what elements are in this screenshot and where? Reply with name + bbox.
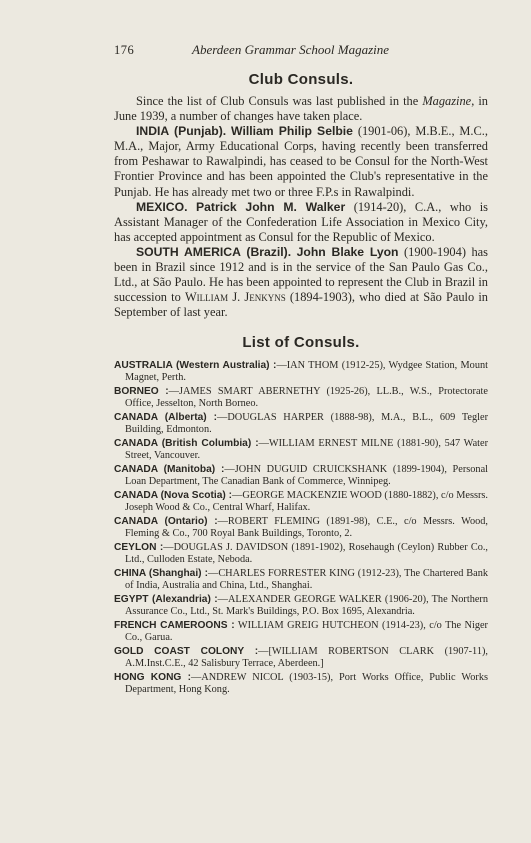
consul-region: CANADA (Ontario) : [114, 516, 218, 528]
consul-entry-text: —WILLIAM ERNEST MILNE (1881-90), 547 Water Street, Vancouver. [125, 438, 488, 461]
list-item [114, 412, 488, 435]
consul-details: (1894-1903), who died at São Paulo in September of last year. [114, 290, 488, 320]
consul-region: EGYPT (Alexandria) : [114, 594, 218, 606]
consul-region: CEYLON : [114, 542, 164, 554]
consul-entry-text: —ANDREW NICOL (1903-15), Port Works Office, Public Works Department, Hong Kong. [125, 672, 488, 695]
intro-paragraph [114, 94, 488, 124]
list-item [114, 620, 488, 643]
consul-name: Patrick John M. Walker [195, 199, 346, 214]
consul-details: (1901-06), M.B.E., M.C., M.A., Major, Army Educational Corps, having recently been transferred from Peshawar to Rawalpindi, has ceased to be Consul for the North-West Frontier Province and has been appointed the Club's representative in the Punjab. He has already met two or three F.P.s in Rawalpindi. [114, 124, 488, 199]
list-item [114, 542, 488, 565]
consul-entry-text: WILLIAM GREIG HUTCHEON (1914-23), c/o The Niger Co., Garua. [125, 620, 488, 643]
consul-entry-text: —ROBERT FLEMING (1891-98), C.E., c/o Messrs. Wood, Fleming & Co., 700 Royal Bank Buildings, Toronto, 2. [125, 516, 489, 539]
consul-region: CHINA (Shanghai) : [114, 568, 209, 580]
list-item [114, 516, 488, 539]
consul-details: J. [228, 290, 245, 305]
consul-entry-text: —ALEXANDER GEORGE WALKER (1906-20), The Northern Assurance Co., Ltd., St. Mark's Buildings, P.O. Box 1695, Alexandria. [125, 594, 488, 617]
consul-region: CANADA (British Columbia) : [114, 438, 259, 450]
list-item [114, 490, 488, 513]
consul-entry-text: —JAMES SMART ABERNETHY (1925-26), LL.B., W.S., Protectorate Office, Jesselton, North Borneo. [125, 386, 488, 409]
consul-name: William Philip Selbie [231, 124, 353, 139]
page-number: 176 [114, 43, 135, 57]
consul-region: AUSTRALIA (Western Australia) : [114, 360, 277, 372]
consul-entry-text: —JOHN DUGUID CRUICKSHANK (1899-1904), Personal Loan Department, The Canadian Bank of Commerce, Winnipeg. [125, 464, 488, 487]
consul-region: BORNEO : [114, 386, 169, 398]
intro-text-1: Since the list of Club Consuls was last published in the [136, 94, 423, 108]
list-item [114, 646, 488, 669]
consul-entry-text: —IAN THOM (1912-25), Wydgee Station, Mount Magnet, Perth. [125, 360, 488, 383]
consul-entry-text: —CHARLES FORRESTER KING (1912-23), The Chartered Bank of India, Australia and China, Ltd., Shanghai. [125, 568, 488, 591]
list-item [114, 360, 488, 383]
consul-list [114, 360, 488, 694]
intro-text-2: , in June 1939, a number of changes have taken place. [114, 94, 488, 124]
list-item [114, 438, 488, 461]
place-region: (Brazil). [246, 244, 292, 259]
list-item [114, 568, 488, 591]
consul-region: CANADA (Alberta) : [114, 412, 218, 424]
place-region: (Punjab). [174, 124, 227, 139]
consul-paragraph-mexico [114, 200, 488, 245]
consul-details: (1900-1904) has been in Brazil since 1912 and is in the service of the San Paulo Gas Co., Ltd., at São Paulo. He has been appointed to represent the Club in Brazil in succession to [114, 244, 488, 305]
place-name: INDIA [136, 124, 170, 139]
consul-paragraph-india [114, 124, 488, 199]
consul-paragraph-south-america [114, 245, 488, 320]
running-head [114, 42, 488, 60]
consul-entry-text: —DOUGLAS J. DAVIDSON (1891-1902), Rosehaugh (Ceylon) Rubber Co., Ltd., Culloden Estate, Neboda. [125, 542, 488, 565]
list-item [114, 594, 488, 617]
club-consuls-heading: Club Consuls. [248, 71, 354, 88]
consul-region: CANADA (Manitoba) : [114, 464, 225, 476]
small-caps-name: William [184, 290, 229, 305]
place-name: SOUTH AMERICA [136, 244, 241, 259]
consul-details: (1914-20), C.A., who is Assistant Manager of the Confederation Life Association in Mexico City, has accepted appointment as Consul for the Republic of Mexico. [114, 199, 488, 244]
intro-magazine-italic: Magazine [422, 94, 472, 108]
consul-name: John Blake Lyon [296, 244, 399, 259]
list-item [114, 464, 488, 487]
consul-entry-text: —DOUGLAS HARPER (1888-98), M.A., B.L., 609 Tegler Building, Edmonton. [125, 412, 488, 435]
consul-entry-text: —GEORGE MACKENZIE WOOD (1880-1882), c/o Messrs. Joseph Wood & Co., Central Wharf, Halifax. [125, 490, 488, 513]
list-item [114, 386, 488, 409]
consul-region: CANADA (Nova Scotia) : [114, 490, 233, 502]
list-of-consuls-heading: List of Consuls. [242, 334, 360, 352]
consul-region: HONG KONG : [114, 672, 191, 684]
consul-entry-text: —[WILLIAM ROBERTSON CLARK (1907-11), A.M.Inst.C.E., 42 Salisbury Terrace, Aberdeen.] [125, 646, 488, 669]
list-item [114, 672, 488, 695]
small-caps-name: Jenkyns [244, 290, 286, 305]
journal-title: Aberdeen Grammar School Magazine [192, 42, 390, 57]
consul-region: GOLD COAST COLONY : [114, 646, 259, 658]
consul-region: FRENCH CAMEROONS : [114, 620, 235, 632]
place-name: MEXICO. [136, 199, 188, 214]
